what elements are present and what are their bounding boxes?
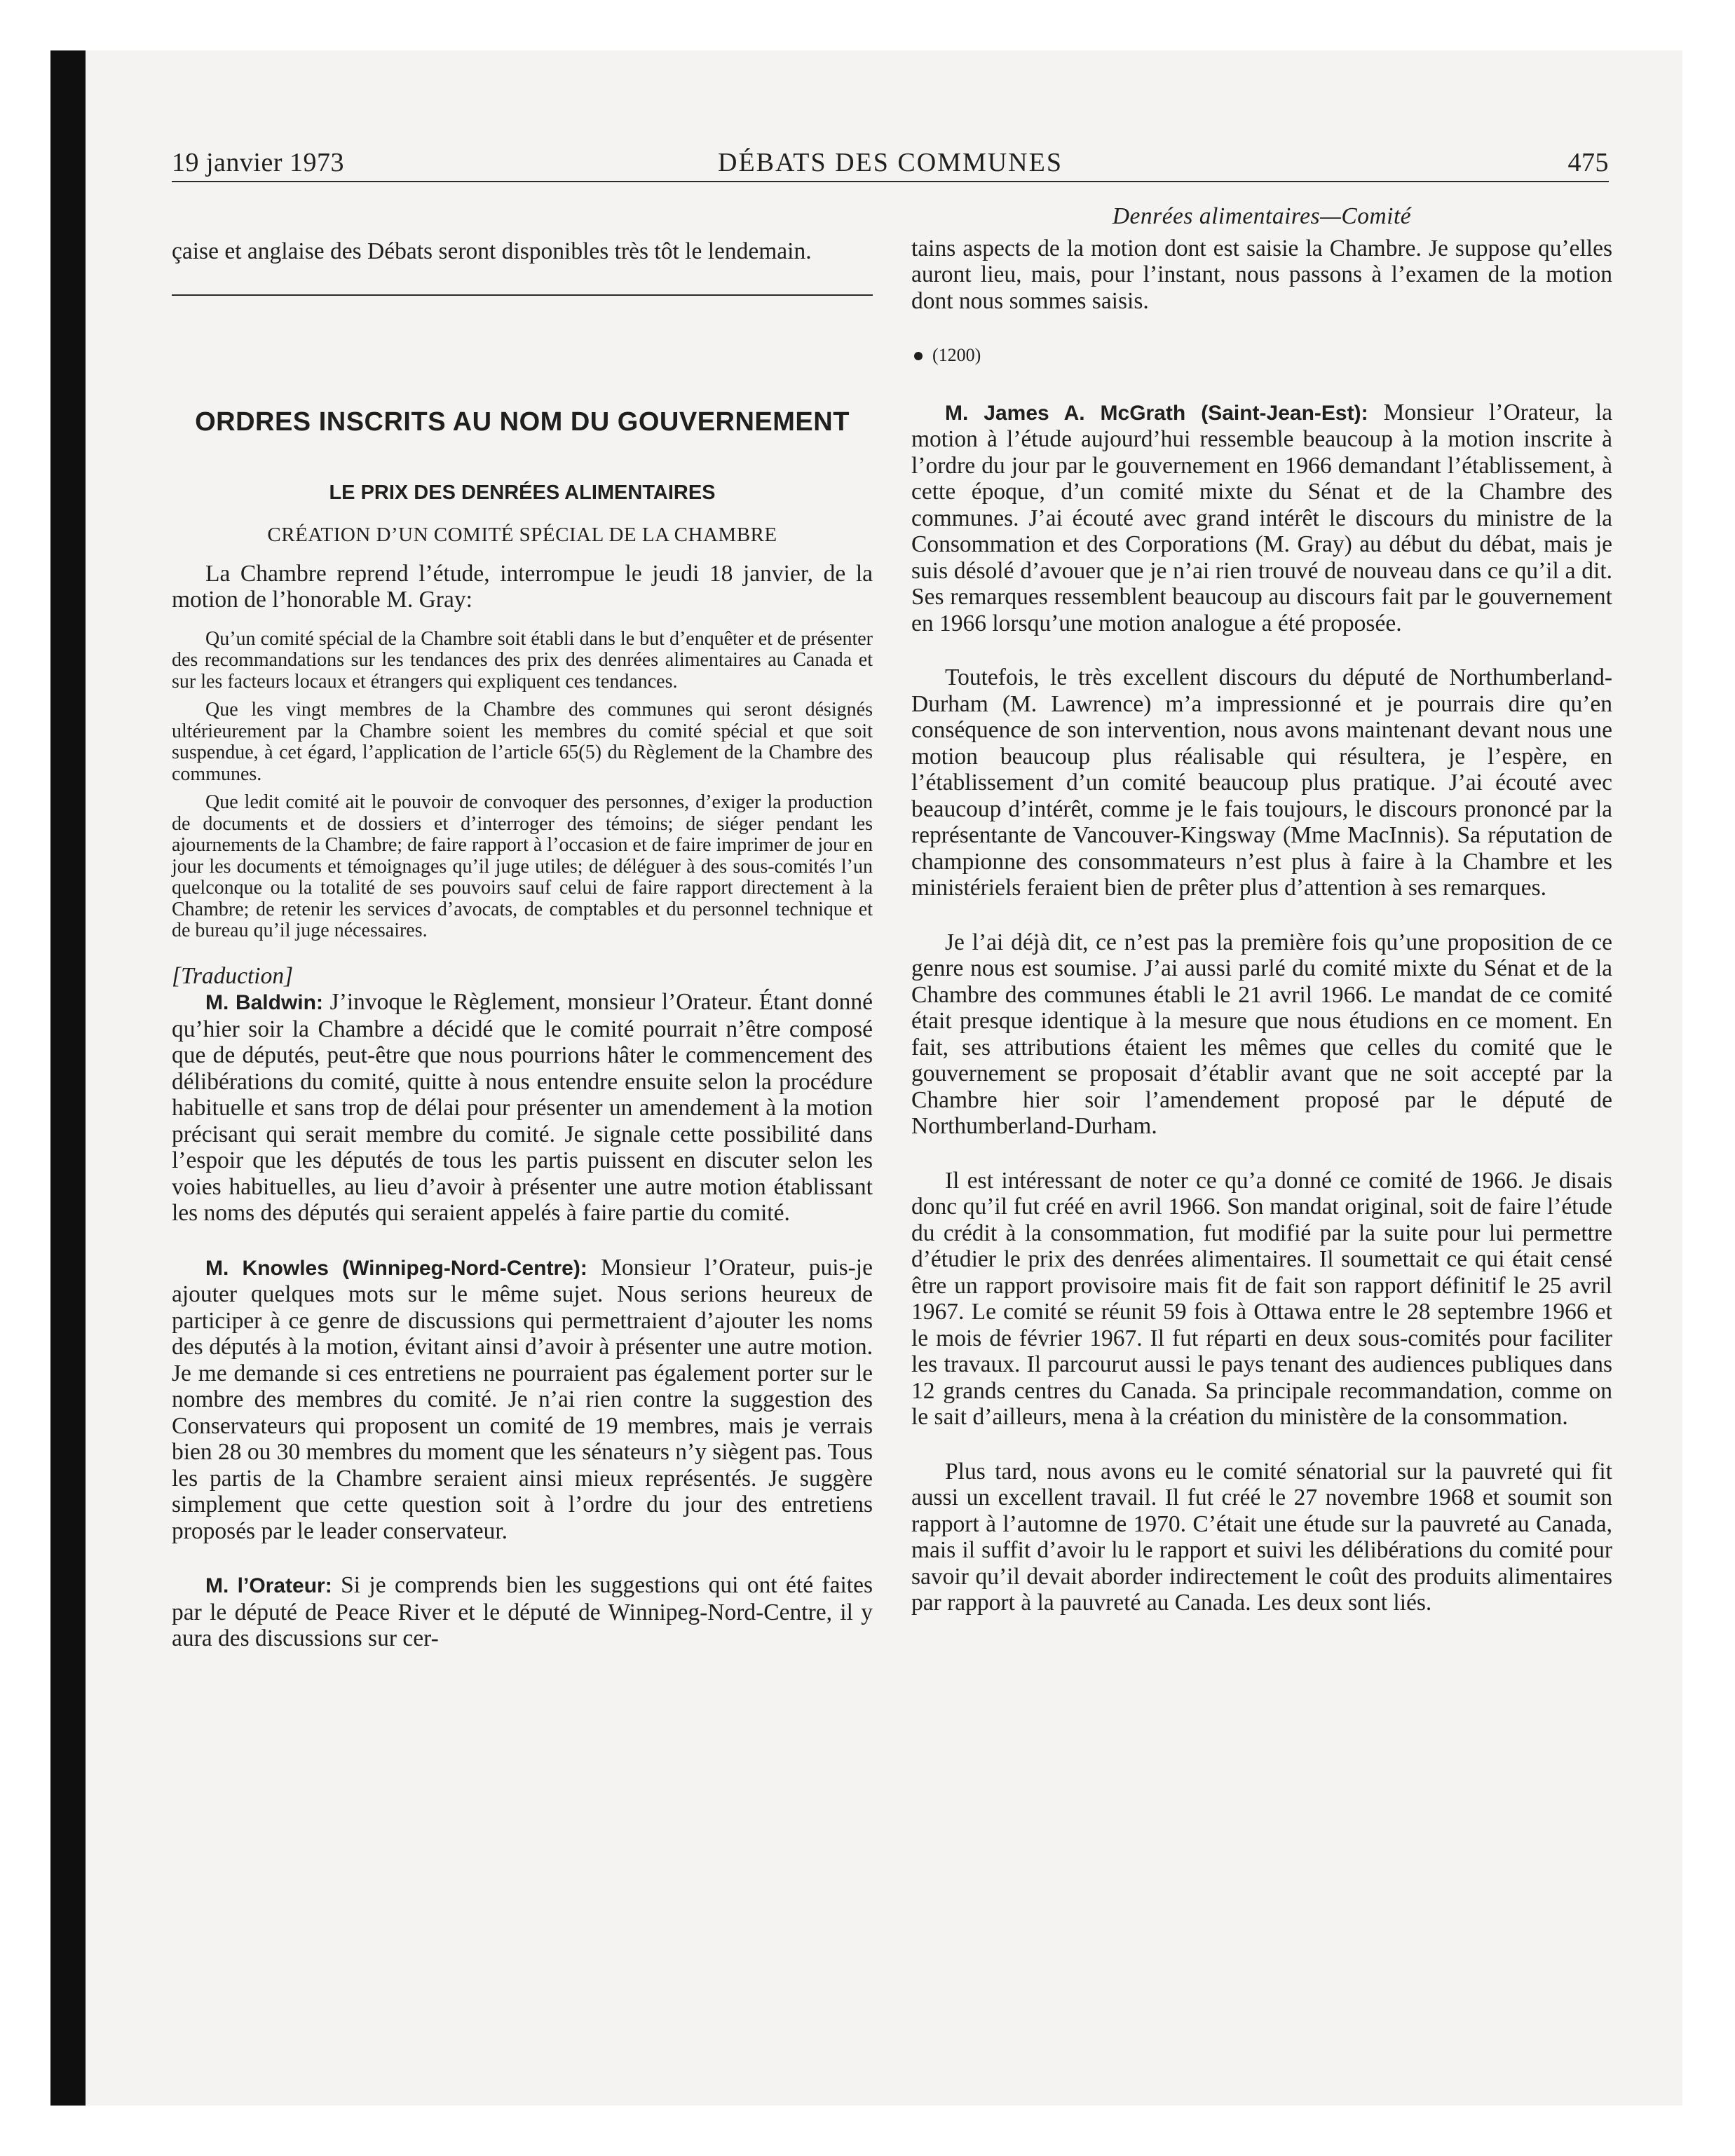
section-rule: [172, 294, 873, 296]
paragraph-5: Plus tard, nous avons eu le comité sénatorial sur la pauvreté qui fit aussi un excellent travail. Il fut créé le 27 novembre 1968 et soumit son rapport à l’automne de 1970. C’était une étude sur la pauvreté au Canada, mais il suffit d’avoir lu le rapport et suivi les délibérations du comité pour savoir qu’il devait aborder indirectement le coût des produits alimentaires par rapport à la pauvreté au Canada. Les deux sont liés.: [911, 1458, 1612, 1616]
left-column: [172, 203, 873, 1652]
paragraph-3: Je l’ai déjà dit, ce n’est pas la première fois qu’une proposition de ce genre nous est soumise. J’ai aussi parlé du comité mixte du Sénat et de la Chambre des communes établi le 21 avril 1966. Le mandat de ce comité était presque identique à la mesure que nous étudions en ce moment. En fait, ses attributions étaient les mêmes que celles du comité que le gouvernement se proposait d’établir avant que ne soit accepté par la Chambre hier soir l’amendement proposé par le député de Northumberland-Durham.: [911, 929, 1612, 1139]
knowles-text: Monsieur l’Orateur, puis-je ajouter quelques mots sur le même sujet. Nous serions heureux de participer à ce genre de discussions qui permettraient d’ajouter les noms des députés à la motion, évitant ainsi d’avoir à présenter une autre motion. Je me demande si ces entretiens ne pourraient pas également porter sur le nombre des membres du comité. Je n’ai rien contre la suggestion des Conservateurs qui proposent un comité de 19 membres, mais je verrais bien 28 ou 30 membres du moment que les sénateurs n’y siègent pas. Tous les partis de la Chambre seraient ainsi mieux représentés. Je suggère simplement que cette question soit à l’ordre du jour des entretiens proposés par le leader conservateur.: [172, 1254, 873, 1544]
speaker-knowles: M. Knowles (Winnipeg-Nord-Centre):: [205, 1256, 587, 1280]
left-continuation: çaise et anglaise des Débats seront disponibles très tôt le lendemain.: [172, 238, 812, 264]
heading-sub: LE PRIX DES DENRÉES ALIMENTAIRES: [329, 481, 716, 504]
header-page-number: 475: [1567, 148, 1609, 177]
paragraph-2: Toutefois, le très excellent discours du député de Northumberland-Durham (M. Lawrence) m’a impressionné et je pourrais dire qu’en conséquence de son intervention, nous avons maintenant devant nous une motion beaucoup plus réalisable qui résultera, je l’espère, en l’établissement d’un comité beaucoup plus pratique. J’ai écouté avec beaucoup d’intérêt, comme je le fais toujours, le discours prononcé par la représentante de Vancouver-Kingsway (Mme MacInnis). Sa réputation de championne des consommateurs n’est plus à faire à la Chambre et les ministériels feraient bien de prêter plus d’attention à ses remarques.: [911, 664, 1612, 901]
header-rule: [172, 181, 1609, 182]
speaker-mcgrath: M. James A. McGrath (Saint-Jean-Est):: [945, 401, 1368, 425]
right-column: [911, 203, 1612, 1616]
heading-main: ORDRES INSCRITS AU NOM DU GOUVERNEMENT: [195, 407, 850, 437]
page-header: [172, 147, 1609, 182]
mcgrath-speech: [911, 400, 1612, 637]
motion-paragraph-2: Que les vingt membres de la Chambre des communes qui seront désignés ultérieurement par la Chambre soient les membres du comité spécial et que soit suspendue, à cet égard, l’application de l’article 65(5) du Règlement de la Chambre des communes.: [172, 699, 873, 785]
knowles-speech: [172, 1255, 873, 1545]
right-continuation: tains aspects de la motion dont est saisie la Chambre. Je suppose qu’elles auront lieu, mais, pour l’instant, nous passons à l’examen de la motion dont nous sommes saisis.: [911, 235, 1612, 314]
time-marker: [911, 342, 1612, 369]
time-marker-text: (1200): [932, 345, 981, 365]
orateur-speech: [172, 1572, 873, 1652]
header-date: 19 janvier 1973: [172, 148, 345, 177]
scan-border: [50, 50, 86, 2106]
mcgrath-text: Monsieur l’Orateur, la motion à l’étude aujourd’hui ressemble beaucoup à la motion inscrite à l’ordre du jour par le gouvernement en 1966 demandant l’établissement, à cette époque, d’un comité mixte du Sénat et de la Chambre des communes. J’ai écouté avec grand intérêt le discours du ministre de la Consommation et des Corporations (M. Gray) au début du débat, mais je suis désolé d’avouer que je n’ai rien trouvé de nouveau dans ce qu’il a dit. Ses remarques ressemblent beaucoup au discours fait par le gouvernement en 1966 lorsqu’une motion analogue a été proposée.: [911, 399, 1612, 636]
traduction-label: [Traduction]: [172, 962, 294, 989]
intro-paragraph: La Chambre reprend l’étude, interrompue le jeudi 18 janvier, de la motion de l’honorable M. Gray:: [172, 560, 873, 613]
header-publication: DÉBATS DES COMMUNES: [718, 148, 1063, 177]
heading-small: CRÉATION D’UN COMITÉ SPÉCIAL DE LA CHAMBRE: [267, 523, 777, 546]
paragraph-4: Il est intéressant de noter ce qu’a donné ce comité de 1966. Je disais donc qu’il fut créé en avril 1966. Son mandat original, soit de faire l’étude du crédit à la consommation, fut modifié par la suite pour lui permettre d’étudier le prix des denrées alimentaires. Il soumettait ce qui était censé être un rapport provisoire mais fit de fait son rapport définitif le 25 avril 1967. Le comité se réunit 59 fois à Ottawa entre le 28 septembre 1966 et le mois de février 1967. Il fut réparti en deux sous-comités pour faciliter les travaux. Il parcourut aussi le pays tenant des audiences publiques dans 12 grands centres du Canada. Sa principale recommandation, comme on le sait d’ailleurs, mena à la création du ministère de la consommation.: [911, 1167, 1612, 1430]
baldwin-text: J’invoque le Règlement, monsieur l’Orateur. Étant donné qu’hier soir la Chambre a décidé que le comité pourrait n’être composé que de députés, peut-être que nous pourrions hâter le commencement des délibérations du comité, quitte à nous entendre ensuite selon la procédure habituelle et sans trop de délai pour présenter un amendement à la motion précisant qui serait membre du comité. Je signale cette possibilité dans l’espoir que les députés de tous les partis puissent en discuter selon les voies habituelles, au lieu d’avoir à présenter une autre motion établissant les noms des députés qui seraient appelés à faire partie du comité.: [172, 989, 873, 1226]
bullet-icon: [914, 352, 923, 360]
speaker-baldwin: M. Baldwin:: [205, 991, 323, 1014]
motion-paragraph-1: Qu’un comité spécial de la Chambre soit établi dans le but d’enquêter et de présenter des recommandations sur les tendances des prix des denrées alimentaires au Canada et sur les facteurs locaux et étrangers qui expliquent ces tendances.: [172, 627, 873, 692]
motion-paragraph-3: Que ledit comité ait le pouvoir de convoquer des personnes, d’exiger la production de documents et de dossiers et d’interroger des témoins; de siéger pendant les ajournements de la Chambre; de faire rapport à l’occasion et de faire imprimer de jour en jour les documents et témoignages qu’il juge utiles; de déléguer à des sous-comités l’un quelconque ou la totalité de ses pouvoirs sauf celui de faire rapport directement à la Chambre; de retenir les services d’avocats, de comptables et du personnel technique et de bureau qu’il juge nécessaires.: [172, 791, 873, 941]
running-head: Denrées alimentaires—Comité: [1112, 203, 1412, 229]
speaker-orateur: M. l’Orateur:: [205, 1574, 332, 1597]
baldwin-speech: [172, 989, 873, 1227]
orateur-text: Si je comprends bien les suggestions qui ont été faites par le député de Peace River et le député de Winnipeg-Nord-Centre, il y aura des discussions sur cer-: [172, 1572, 873, 1651]
